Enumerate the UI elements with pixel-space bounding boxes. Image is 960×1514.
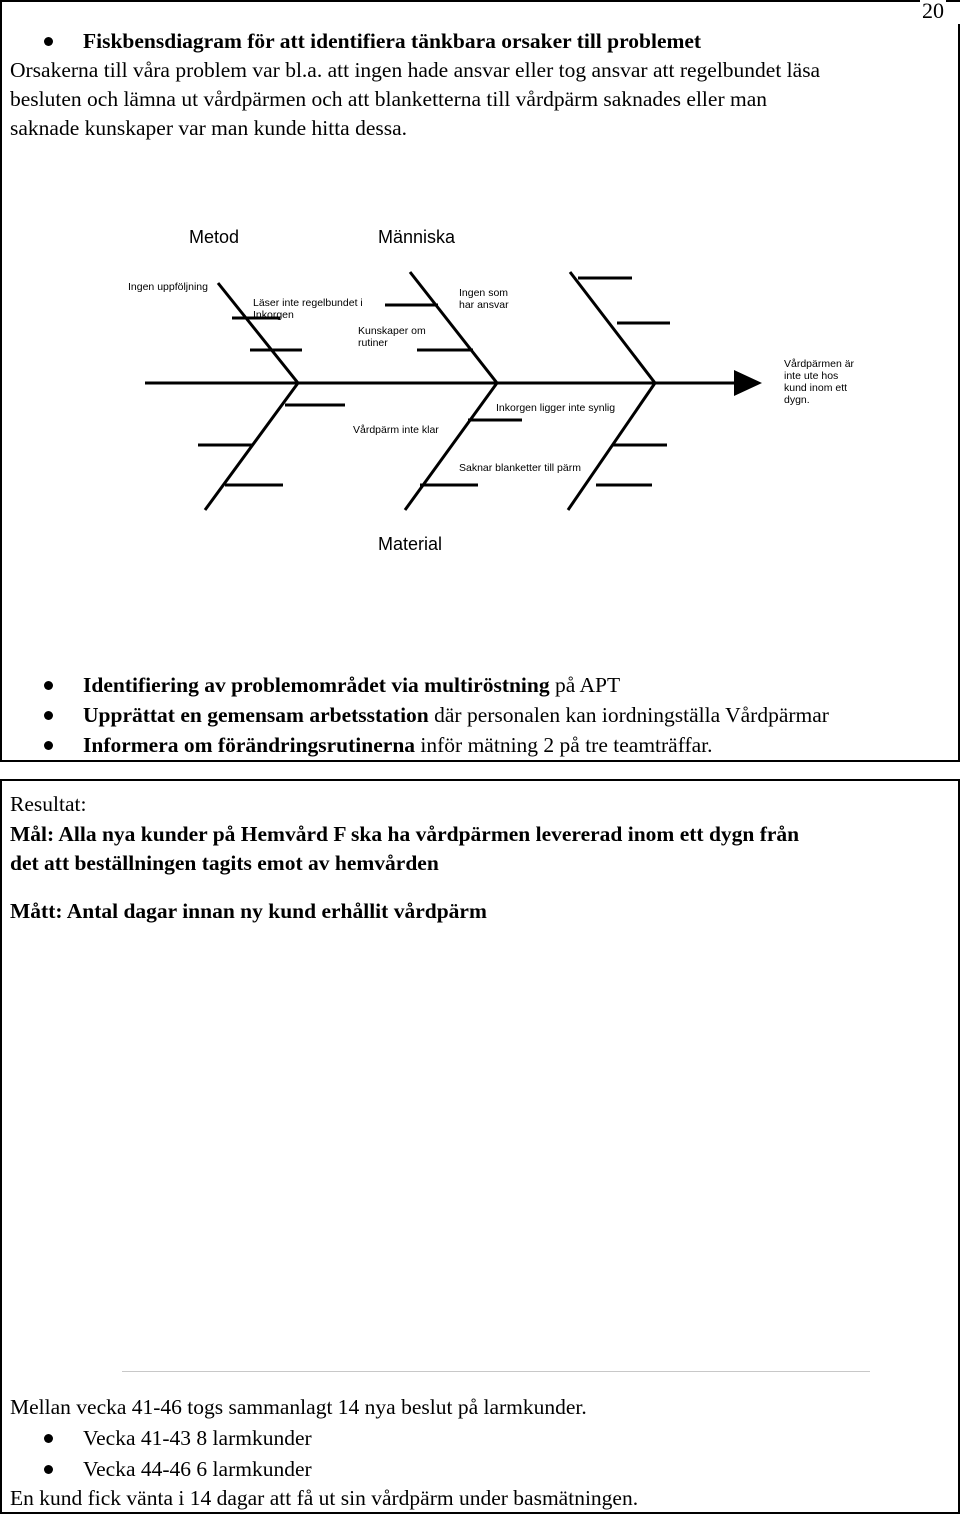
cause-label: Vårdpärm inte klar: [353, 424, 439, 436]
action-item-bold: Identifiering av problemområdet via multiröstning: [83, 673, 550, 697]
category-material: Material: [378, 534, 443, 554]
action-item-bold: Informera om förändringsrutinerna: [83, 733, 416, 757]
bullet: [44, 1465, 53, 1474]
cause-label: Ingen som: [459, 287, 509, 299]
cause-label: Inkorgen ligger inte synlig: [496, 402, 616, 414]
measure-line: Mått: Antal dagar innan ny kund erhållit vårdpärm: [10, 899, 487, 923]
bullet: [44, 711, 53, 720]
category-manniska: Människa: [378, 227, 456, 247]
intro-line: Orsakerna till våra problem var bl.a. att ingen hade ansvar eller tog ansvar att regelbundet läsa: [10, 58, 821, 82]
cause-label: Kunskaper om: [358, 325, 426, 337]
top-box-top-border: [0, 0, 960, 2]
goal-line: Mål: Alla nya kunder på Hemvård F ska ha vårdpärmen levererad inom ett dygn från: [10, 822, 800, 846]
result-box-left-border: [0, 779, 2, 1514]
cause-label: rutiner: [358, 337, 388, 349]
action-item-rest: där personalen kan iordningställa Vårdpärmar: [428, 703, 829, 727]
bullet: [44, 1434, 53, 1443]
page-number: 20: [922, 0, 944, 23]
result-heading: Resultat:: [10, 792, 87, 816]
section-heading: Fiskbensdiagram för att identifiera tänkbara orsaker till problemet: [83, 29, 702, 53]
bullet: [44, 741, 53, 750]
action-item: [83, 672, 620, 698]
top-box-bottom-border: [0, 760, 960, 762]
lower-bone: [405, 383, 497, 510]
goal-line: det att beställningen tagits emot av hemvården: [10, 851, 439, 875]
cause-label: har ansvar: [459, 299, 509, 311]
action-item-bold: Upprättat en gemensam arbetsstation: [83, 703, 429, 727]
category-metod: Metod: [189, 227, 240, 247]
action-item-rest: inför mätning 2 på tre teamträffar.: [415, 733, 713, 757]
effect-label: Vårdpärmen är: [784, 358, 855, 370]
action-item-rest: på APT: [549, 673, 621, 697]
fishbone-arrowhead: [734, 370, 762, 396]
upper-bone: [570, 272, 655, 383]
cause-label: Saknar blanketter till pärm: [459, 462, 581, 474]
chart-separator: [122, 1371, 870, 1372]
result-box-top-border: [0, 779, 960, 781]
intro-line: besluten och lämna ut vårdpärmen och att blanketterna till vårdpärm saknades eller man: [10, 87, 767, 111]
action-item: [83, 732, 713, 758]
cause-label: Inkorgen: [253, 309, 294, 321]
intro-line: saknade kunskaper var man kunde hitta dessa.: [10, 116, 408, 140]
action-item: [83, 702, 829, 728]
cause-label: Ingen uppföljning: [128, 281, 208, 293]
cause-label: Läser inte regelbundet i: [253, 297, 363, 309]
note-line: En kund fick vänta i 14 dagar att få ut sin vårdpärm under basmätningen.: [10, 1486, 639, 1510]
bullet: [44, 681, 53, 690]
effect-label: inte ute hos: [784, 370, 839, 382]
summary-line: Mellan vecka 41-46 togs sammanlagt 14 nya beslut på larmkunder.: [10, 1395, 587, 1419]
week-item: Vecka 41-43 8 larmkunder: [83, 1426, 312, 1450]
bullet: [44, 37, 53, 46]
effect-label: dygn.: [784, 394, 810, 406]
week-item: Vecka 44-46 6 larmkunder: [83, 1457, 312, 1481]
effect-label: kund inom ett: [784, 382, 848, 394]
